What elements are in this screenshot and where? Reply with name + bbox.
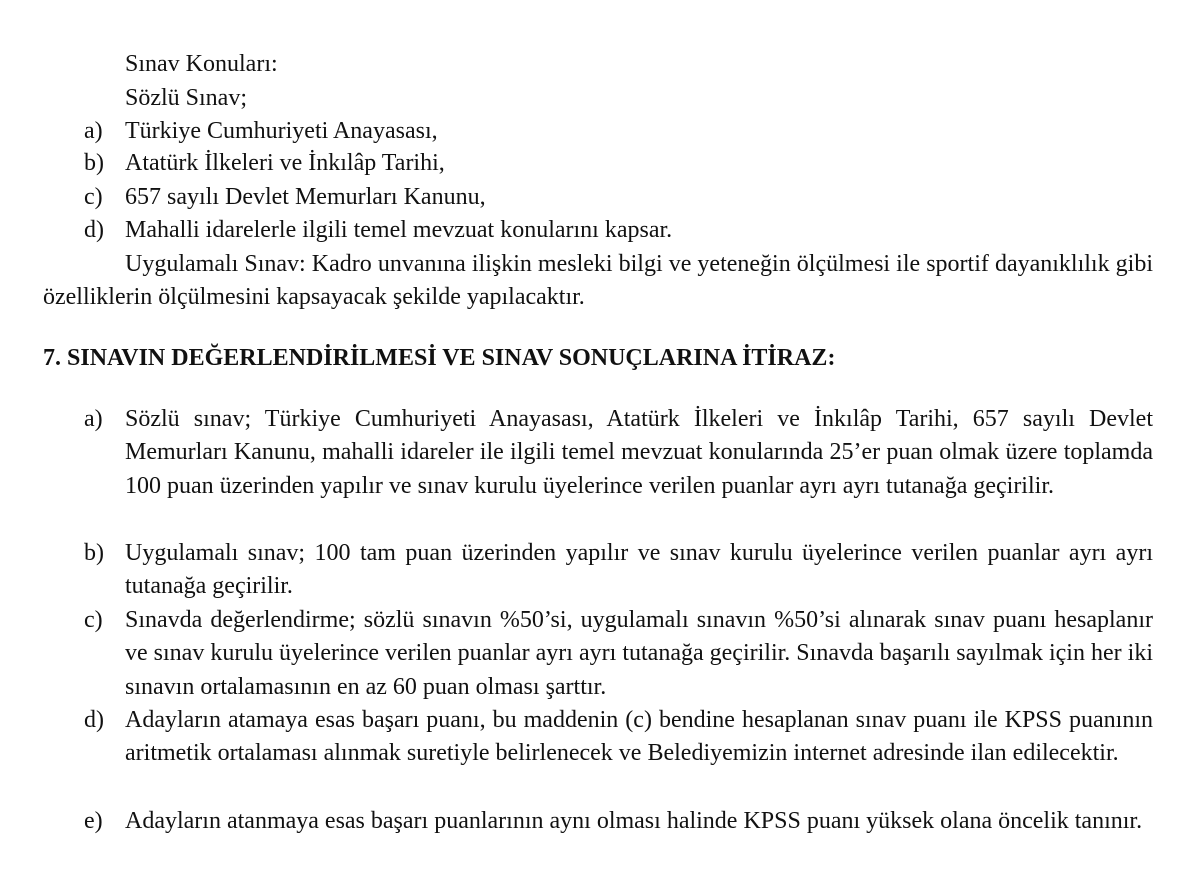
- list-item-text: Sözlü sınav; Türkiye Cumhuriyeti Anayasası, Atatürk İlkeleri ve İnkılâp Tarihi, 657 sayılı Devlet Memurları Kanunu, mahalli idareler ile ilgili temel mevzuat konularında 25’er puan olmak üzere toplamda 100 puan üzerinden yapılır ve sınav kurulu üyelerince verilen puanlar ayrı ayrı tutanağa geçirilir.: [125, 406, 1153, 499]
- section-heading: 7. SINAVIN DEĞERLENDİRİLMESİ VE SINAV SONUÇLARINA İTİRAZ:: [43, 345, 836, 371]
- list-item-text: 657 sayılı Devlet Memurları Kanunu,: [125, 184, 486, 210]
- list-marker: c): [84, 607, 103, 633]
- list-item-text: Sınavda değerlendirme; sözlü sınavın %50’si, uygulamalı sınavın %50’si alınarak sınav puanı hesaplanır ve sınav kurulu üyelerince verilen puanlar ayrı ayrı tutanağa geçirilir. Sınavda başarılı sayılmak için her iki sınavın ortalamasının en az 60 puan olması şarttır.: [125, 607, 1153, 700]
- exam-topics-label: Sınav Konuları:: [125, 51, 278, 77]
- list-marker: c): [84, 184, 103, 210]
- list-item-text: Türkiye Cumhuriyeti Anayasası,: [125, 118, 438, 144]
- list-marker: a): [84, 118, 103, 144]
- list-marker: e): [84, 808, 103, 834]
- list-marker: d): [84, 217, 104, 243]
- list-marker: d): [84, 707, 104, 733]
- list-marker: b): [84, 150, 104, 176]
- list-item-text: Mahalli idarelerle ilgili temel mevzuat konularını kapsar.: [125, 217, 673, 243]
- list-item-text: Adayların atamaya esas başarı puanı, bu maddenin (c) bendine hesaplanan sınav puanı ile KPSS puanının aritmetik ortalaması alınmak suretiyle belirlenecek ve Belediyemizin internet adresinde ilan edilecektir.: [125, 707, 1153, 767]
- oral-exam-label: Sözlü Sınav;: [125, 85, 248, 111]
- practical-exam-paragraph: Uygulamalı Sınav: Kadro unvanına ilişkin mesleki bilgi ve yeteneğin ölçülmesi ile sportif dayanıklılık gibi özelliklerin ölçülmesini kapsayacak şekilde yapılacaktır.: [43, 251, 1153, 310]
- list-item-text: Uygulamalı sınav; 100 tam puan üzerinden yapılır ve sınav kurulu üyelerince verilen puanlar ayrı ayrı tutanağa geçirilir.: [125, 540, 1153, 600]
- list-item-text: Adayların atanmaya esas başarı puanlarının aynı olması halinde KPSS puanı yüksek olana öncelik tanınır.: [125, 808, 1143, 834]
- list-item-text: Atatürk İlkeleri ve İnkılâp Tarihi,: [125, 150, 445, 176]
- list-marker: a): [84, 406, 103, 432]
- list-marker: b): [84, 540, 104, 566]
